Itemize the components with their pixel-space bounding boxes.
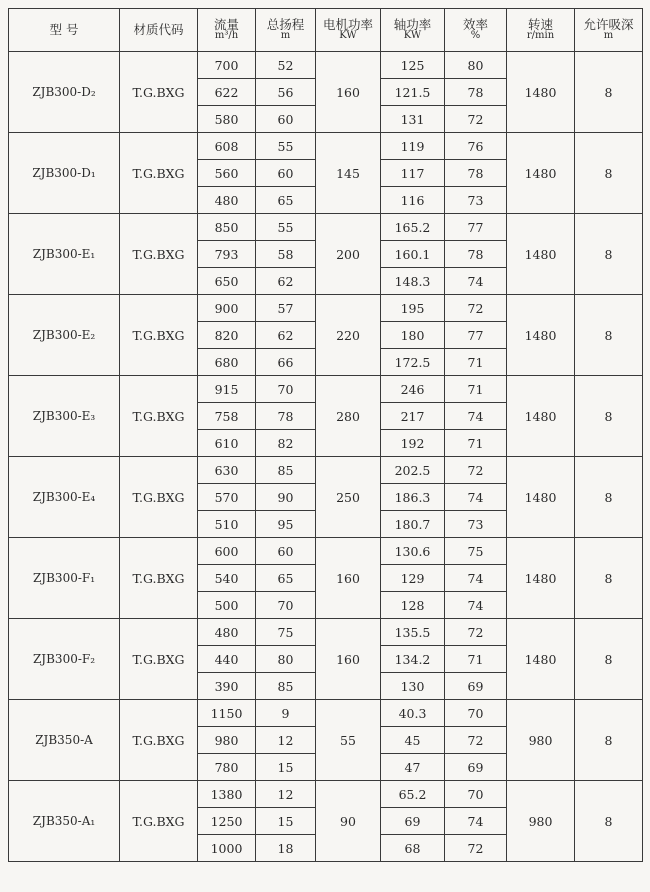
efficiency-cell: 76 (445, 133, 507, 160)
flow-cell: 622 (198, 79, 256, 106)
model-cell: ZJB300-E₁ (9, 214, 120, 295)
model-cell: ZJB300-D₁ (9, 133, 120, 214)
speed-cell: 1480 (507, 295, 575, 376)
shaft-power-cell: 172.5 (381, 349, 445, 376)
material-cell: T.G.BXG (120, 52, 198, 133)
flow-cell: 630 (198, 457, 256, 484)
motor-power-cell: 250 (316, 457, 381, 538)
head-cell: 57 (256, 295, 316, 322)
speed-cell: 1480 (507, 376, 575, 457)
head-cell: 60 (256, 160, 316, 187)
flow-cell: 610 (198, 430, 256, 457)
head-cell: 55 (256, 214, 316, 241)
model-cell: ZJB350-A (9, 700, 120, 781)
flow-cell: 480 (198, 619, 256, 646)
table-row (9, 214, 643, 241)
header-motor-power: 电机功率 KW (316, 9, 381, 52)
material-cell: T.G.BXG (120, 133, 198, 214)
motor-power-cell: 145 (316, 133, 381, 214)
model-cell: ZJB300-F₁ (9, 538, 120, 619)
efficiency-cell: 77 (445, 214, 507, 241)
shaft-power-cell: 130.6 (381, 538, 445, 565)
material-cell: T.G.BXG (120, 214, 198, 295)
head-cell: 55 (256, 133, 316, 160)
shaft-power-cell: 180.7 (381, 511, 445, 538)
suction-cell: 8 (575, 538, 643, 619)
suction-cell: 8 (575, 52, 643, 133)
speed-cell: 980 (507, 700, 575, 781)
shaft-power-cell: 246 (381, 376, 445, 403)
shaft-power-cell: 165.2 (381, 214, 445, 241)
suction-cell: 8 (575, 457, 643, 538)
head-cell: 15 (256, 754, 316, 781)
shaft-power-cell: 160.1 (381, 241, 445, 268)
efficiency-cell: 72 (445, 457, 507, 484)
material-cell: T.G.BXG (120, 457, 198, 538)
model-cell: ZJB300-E₄ (9, 457, 120, 538)
head-cell: 85 (256, 673, 316, 700)
head-cell: 82 (256, 430, 316, 457)
head-cell: 12 (256, 727, 316, 754)
shaft-power-cell: 192 (381, 430, 445, 457)
speed-cell: 980 (507, 781, 575, 862)
material-cell: T.G.BXG (120, 700, 198, 781)
head-cell: 12 (256, 781, 316, 808)
efficiency-cell: 74 (445, 403, 507, 430)
flow-cell: 758 (198, 403, 256, 430)
head-cell: 56 (256, 79, 316, 106)
suction-cell: 8 (575, 700, 643, 781)
shaft-power-cell: 47 (381, 754, 445, 781)
flow-cell: 480 (198, 187, 256, 214)
header-speed: 转速 r/min (507, 9, 575, 52)
efficiency-cell: 78 (445, 79, 507, 106)
model-cell: ZJB300-D₂ (9, 52, 120, 133)
suction-cell: 8 (575, 133, 643, 214)
table-row (9, 133, 643, 160)
material-cell: T.G.BXG (120, 376, 198, 457)
head-cell: 15 (256, 808, 316, 835)
suction-cell: 8 (575, 295, 643, 376)
flow-cell: 1250 (198, 808, 256, 835)
efficiency-cell: 71 (445, 430, 507, 457)
head-cell: 90 (256, 484, 316, 511)
efficiency-cell: 74 (445, 565, 507, 592)
efficiency-cell: 69 (445, 754, 507, 781)
motor-power-cell: 160 (316, 52, 381, 133)
head-cell: 9 (256, 700, 316, 727)
shaft-power-cell: 128 (381, 592, 445, 619)
table-row (9, 619, 643, 646)
header-efficiency: 效率 % (445, 9, 507, 52)
efficiency-cell: 75 (445, 538, 507, 565)
head-cell: 70 (256, 376, 316, 403)
flow-cell: 850 (198, 214, 256, 241)
pump-spec-table (8, 8, 643, 862)
table-row (9, 538, 643, 565)
speed-cell: 1480 (507, 538, 575, 619)
efficiency-cell: 70 (445, 781, 507, 808)
efficiency-cell: 70 (445, 700, 507, 727)
shaft-power-cell: 117 (381, 160, 445, 187)
flow-cell: 700 (198, 52, 256, 79)
model-cell: ZJB300-E₂ (9, 295, 120, 376)
material-cell: T.G.BXG (120, 781, 198, 862)
flow-cell: 1380 (198, 781, 256, 808)
shaft-power-cell: 119 (381, 133, 445, 160)
speed-cell: 1480 (507, 457, 575, 538)
efficiency-cell: 74 (445, 484, 507, 511)
shaft-power-cell: 195 (381, 295, 445, 322)
shaft-power-cell: 131 (381, 106, 445, 133)
efficiency-cell: 69 (445, 673, 507, 700)
flow-cell: 900 (198, 295, 256, 322)
shaft-power-cell: 129 (381, 565, 445, 592)
flow-cell: 820 (198, 322, 256, 349)
efficiency-cell: 71 (445, 376, 507, 403)
motor-power-cell: 160 (316, 538, 381, 619)
suction-cell: 8 (575, 214, 643, 295)
shaft-power-cell: 121.5 (381, 79, 445, 106)
flow-cell: 510 (198, 511, 256, 538)
head-cell: 52 (256, 52, 316, 79)
shaft-power-cell: 186.3 (381, 484, 445, 511)
head-cell: 78 (256, 403, 316, 430)
flow-cell: 440 (198, 646, 256, 673)
model-cell: ZJB350-A₁ (9, 781, 120, 862)
shaft-power-cell: 130 (381, 673, 445, 700)
header-flow: 流量 m³/h (198, 9, 256, 52)
flow-cell: 608 (198, 133, 256, 160)
efficiency-cell: 77 (445, 322, 507, 349)
efficiency-cell: 72 (445, 295, 507, 322)
table-row (9, 52, 643, 79)
motor-power-cell: 55 (316, 700, 381, 781)
flow-cell: 540 (198, 565, 256, 592)
efficiency-cell: 73 (445, 511, 507, 538)
flow-cell: 780 (198, 754, 256, 781)
head-cell: 60 (256, 538, 316, 565)
shaft-power-cell: 135.5 (381, 619, 445, 646)
flow-cell: 580 (198, 106, 256, 133)
header-head: 总扬程 m (256, 9, 316, 52)
efficiency-cell: 72 (445, 619, 507, 646)
head-cell: 58 (256, 241, 316, 268)
flow-cell: 980 (198, 727, 256, 754)
table-row (9, 700, 643, 727)
flow-cell: 793 (198, 241, 256, 268)
efficiency-cell: 71 (445, 646, 507, 673)
header-model: 型 号 (9, 9, 120, 52)
head-cell: 60 (256, 106, 316, 133)
efficiency-cell: 73 (445, 187, 507, 214)
efficiency-cell: 72 (445, 106, 507, 133)
shaft-power-cell: 68 (381, 835, 445, 862)
speed-cell: 1480 (507, 52, 575, 133)
head-cell: 75 (256, 619, 316, 646)
head-cell: 65 (256, 565, 316, 592)
model-cell: ZJB300-E₃ (9, 376, 120, 457)
table-body (9, 52, 643, 862)
table-row (9, 295, 643, 322)
head-cell: 18 (256, 835, 316, 862)
flow-cell: 1000 (198, 835, 256, 862)
table-row (9, 781, 643, 808)
flow-cell: 600 (198, 538, 256, 565)
shaft-power-cell: 148.3 (381, 268, 445, 295)
head-cell: 95 (256, 511, 316, 538)
flow-cell: 915 (198, 376, 256, 403)
head-cell: 62 (256, 322, 316, 349)
head-cell: 85 (256, 457, 316, 484)
shaft-power-cell: 134.2 (381, 646, 445, 673)
efficiency-cell: 78 (445, 241, 507, 268)
head-cell: 62 (256, 268, 316, 295)
header-shaft-power: 轴功率 KW (381, 9, 445, 52)
efficiency-cell: 74 (445, 592, 507, 619)
motor-power-cell: 200 (316, 214, 381, 295)
shaft-power-cell: 125 (381, 52, 445, 79)
material-cell: T.G.BXG (120, 538, 198, 619)
shaft-power-cell: 69 (381, 808, 445, 835)
header-material: 材质代码 (120, 9, 198, 52)
table-row (9, 457, 643, 484)
speed-cell: 1480 (507, 214, 575, 295)
shaft-power-cell: 40.3 (381, 700, 445, 727)
motor-power-cell: 160 (316, 619, 381, 700)
header-row (9, 9, 643, 52)
head-cell: 65 (256, 187, 316, 214)
material-cell: T.G.BXG (120, 619, 198, 700)
flow-cell: 560 (198, 160, 256, 187)
motor-power-cell: 220 (316, 295, 381, 376)
suction-cell: 8 (575, 376, 643, 457)
head-cell: 66 (256, 349, 316, 376)
flow-cell: 680 (198, 349, 256, 376)
shaft-power-cell: 116 (381, 187, 445, 214)
efficiency-cell: 80 (445, 52, 507, 79)
efficiency-cell: 74 (445, 268, 507, 295)
header-suction: 允许吸深 m (575, 9, 643, 52)
flow-cell: 390 (198, 673, 256, 700)
flow-cell: 650 (198, 268, 256, 295)
table-row (9, 376, 643, 403)
material-cell: T.G.BXG (120, 295, 198, 376)
efficiency-cell: 72 (445, 835, 507, 862)
suction-cell: 8 (575, 781, 643, 862)
efficiency-cell: 74 (445, 808, 507, 835)
flow-cell: 500 (198, 592, 256, 619)
efficiency-cell: 72 (445, 727, 507, 754)
speed-cell: 1480 (507, 133, 575, 214)
head-cell: 80 (256, 646, 316, 673)
head-cell: 70 (256, 592, 316, 619)
suction-cell: 8 (575, 619, 643, 700)
shaft-power-cell: 202.5 (381, 457, 445, 484)
efficiency-cell: 71 (445, 349, 507, 376)
speed-cell: 1480 (507, 619, 575, 700)
shaft-power-cell: 180 (381, 322, 445, 349)
efficiency-cell: 78 (445, 160, 507, 187)
model-cell: ZJB300-F₂ (9, 619, 120, 700)
flow-cell: 570 (198, 484, 256, 511)
shaft-power-cell: 45 (381, 727, 445, 754)
motor-power-cell: 90 (316, 781, 381, 862)
shaft-power-cell: 217 (381, 403, 445, 430)
shaft-power-cell: 65.2 (381, 781, 445, 808)
flow-cell: 1150 (198, 700, 256, 727)
motor-power-cell: 280 (316, 376, 381, 457)
